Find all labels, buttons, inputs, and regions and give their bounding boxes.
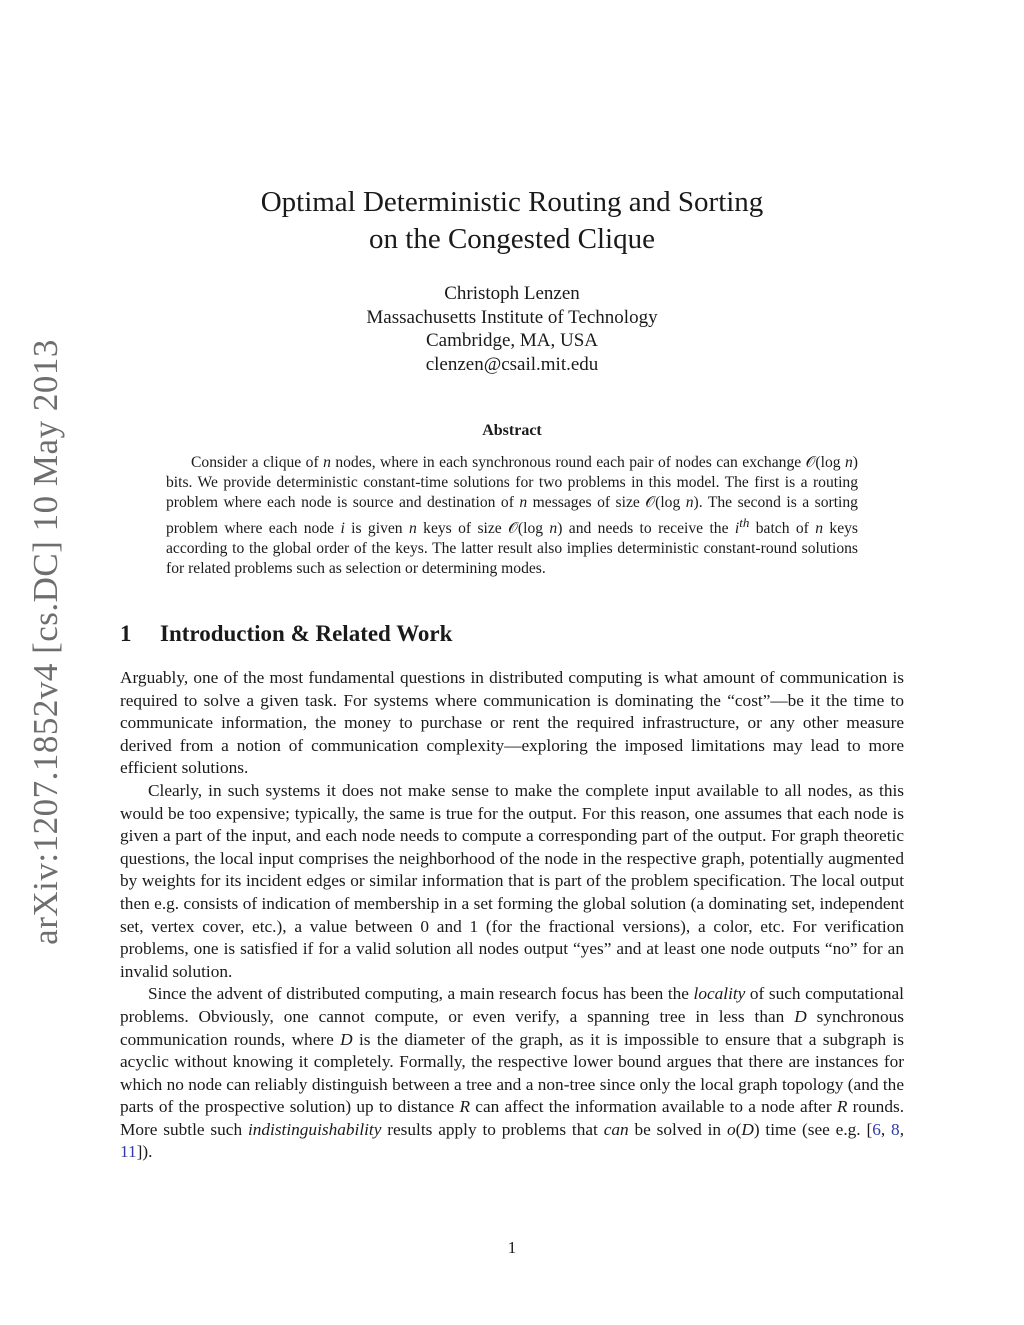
abstract-text: Consider a clique of n nodes, where in each synchronous round each pair of nodes can exchange 𝒪(log n) bits. We provide deterministic constant-time solutions for two problems in this model. The first is a routing problem where each node is source and destination of n messages of size 𝒪(log n). The second is a sorting problem where each node i is given n keys of size 𝒪(log n) and needs to receive the $i^{th}$ batch of n keys according to the global order of the keys. The latter result also implies deterministic constant-round solutions for related problems such as selection or determining modes. [166, 454, 858, 577]
author-block [0, 282, 1024, 376]
citation-link-8[interactable]: 8 [891, 1119, 900, 1139]
citation-link-6[interactable]: 6 [872, 1119, 881, 1139]
paragraph-3: Since the advent of distributed computing, a main research focus has been the locality of such computational problems. Obviously, one cannot compute, or even verify, a spanning tree in less than D synchronous communication rounds, where D is the diameter of the graph, as it is impossible to ensure that a subgraph is acyclic without knowing it completely. Formally, the respective lower bound argues that there are instances for which no node can reliably distinguish between a tree and a non-tree since only the local graph topology (and the parts of the prospective solution) up to distance R can affect the information available to a node after R rounds. More subtle such indistinguishability results apply to problems that can be solved in o(D) time (see e.g. [6, 8, 11]). [120, 984, 905, 1162]
author-name: Christoph Lenzen [444, 283, 580, 304]
arxiv-identifier: arXiv:1207.1852v4 [cs.DC] 10 May 2013 [26, 339, 65, 945]
author-email: clenzen@csail.mit.edu [425, 353, 599, 375]
section-body [120, 667, 904, 1164]
section-title-text: Introduction & Related Work [160, 621, 453, 646]
author-affiliation: Massachusetts Institute of Technology [366, 306, 658, 328]
title-line-2: on the Congested Clique [369, 223, 655, 255]
page-number: 1 [507, 1238, 517, 1257]
section-number: 1 [120, 621, 132, 646]
section-heading [120, 621, 452, 647]
author-location: Cambridge, MA, USA [425, 330, 599, 351]
paper-title [0, 184, 1024, 258]
citation-link-11[interactable]: 11 [120, 1142, 137, 1162]
abstract-heading: Abstract [482, 422, 542, 439]
paragraph-1: Arguably, one of the most fundamental questions in distributed computing is what amount of communication is required to solve a given task. For systems where communication is dominating the “cost”—be it the time to communicate information, the money to purchase or rent the required infrastructure, or any other measure derived from a notion of communication complexity—exploring the imposed limitations may lead to more efficient solutions. [120, 668, 904, 778]
title-line-1: Optimal Deterministic Routing and Sorting [260, 186, 764, 218]
paragraph-2: Clearly, in such systems it does not make sense to make the complete input available to all nodes, as this would be too expensive; typically, the same is true for the output. For this reason, one assumes that each node is given a part of the input, and each node needs to compute a corresponding part of the output. For graph theoretic questions, the local input comprises the neighborhood of the node in the respective graph, potentially augmented by weights for its incident edges or similar information that is part of the problem specification. The local output then e.g. consists of indication of membership in a set forming the global solution (a dominating set, independent set, vertex cover, etc.), a value between 0 and 1 (for the fractional versions), a color, etc. For verification problems, one is satisfied if for a valid solution all nodes output “yes” and at least one node outputs “no” for an invalid solution. [120, 780, 904, 981]
